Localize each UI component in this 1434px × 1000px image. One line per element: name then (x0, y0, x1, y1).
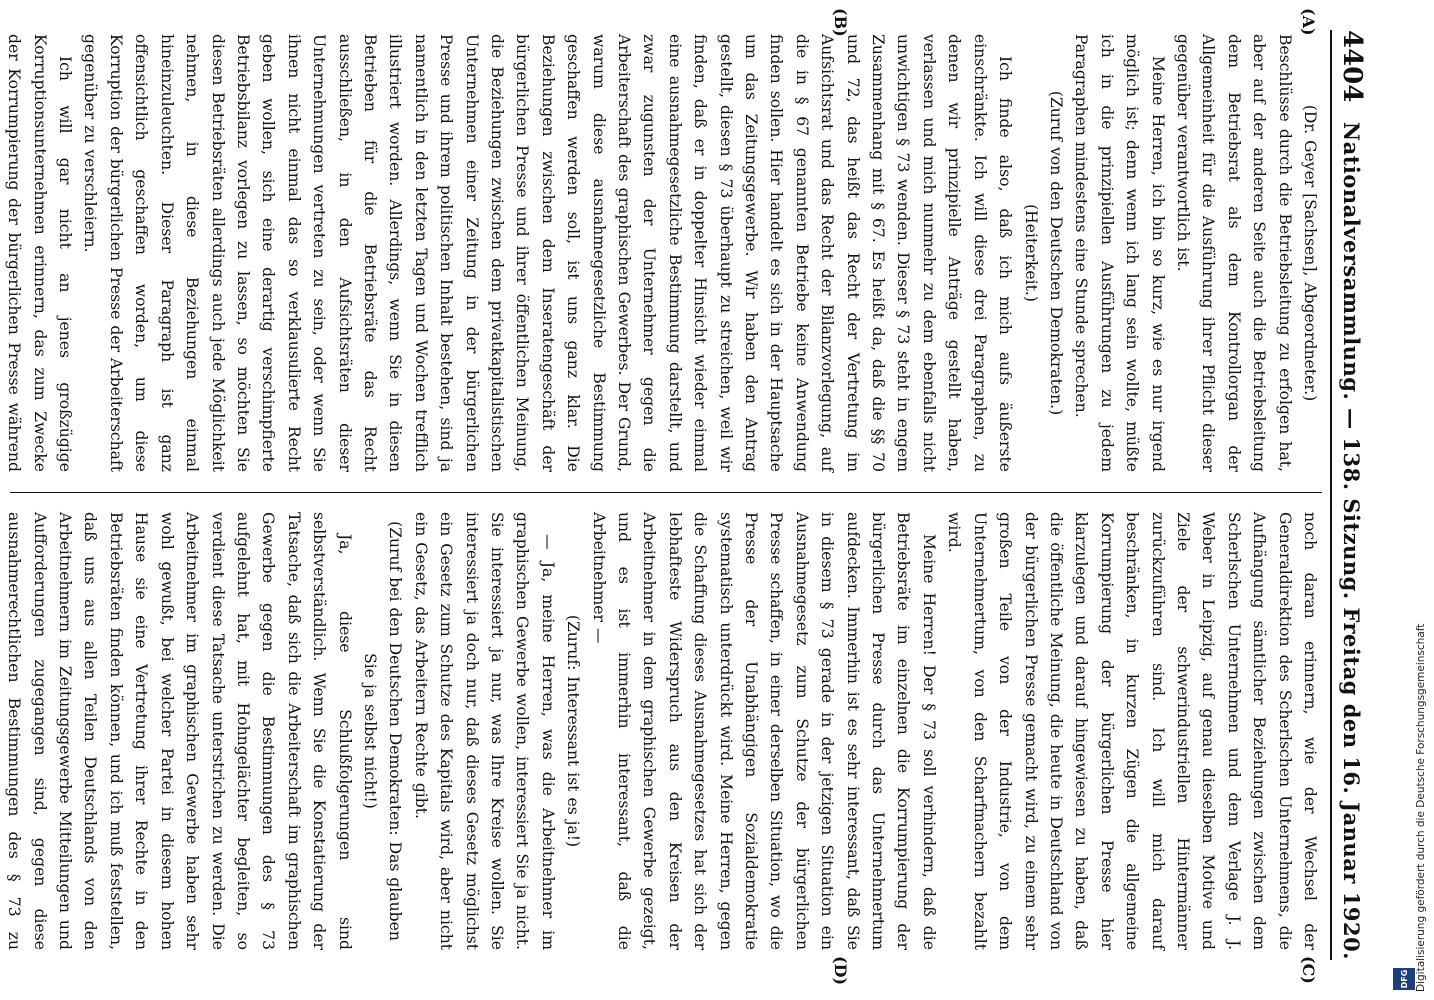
paragraph: noch daran erinnern, wie der Wechsel der Generaldirektion des Scherlschen Unternehmens, die Aufhängung sämtlicher Beziehungen zwischen dem Scherlschen Unternehmen und dem Verlage J. J. Weber in Leipzig, auf genau dieselben Motive und Ziele der schwerindustriellen Hintermänner zurückzuführen sind. Ich will mich darauf beschränken, in kurzen Zügen die allgemeine Korrumpierung der bürgerlichen Presse hier klarzulegen und darauf hingewiesen zu haben, daß die öffentliche Meinung, die heute in Deutschland von der bürgerlichen Presse gemacht wird, zu einem sehr großen Teile von der Industrie, von dem Unternehmertum, von den Scharfmachern bezahlt wird. (945, 512, 1319, 950)
margin-marker-d: (D) (831, 956, 850, 986)
interjection: (Heiterkeit.) (1021, 204, 1040, 302)
margin-marker-a: (A) (1299, 8, 1318, 36)
right-column (5, 512, 1322, 950)
interjection: (Zuruf von den Deutschen Demokraten.) (1046, 90, 1065, 416)
paragraph: Meine Herren! Der § 73 soll verhindern, daß die Betriebsräte im einzelnen die Korrumpierung der bürgerlichen Presse durch das Unternehmertum aufdecken. Immerhin ist es sehr interessant, daß Sie in diesem § 73 gerade in der jetzigen Situation ein Ausnahmegesetz zum Schutze der bürgerlichen Presse schaffen, in einer derselben Situation, wo die Presse der Unabhängigen Sozialdemokratie systematisch unterdrückt wird. Meine Herren, gegen die Schaffung dieses Ausnahmegesetzes hat sich der lebhafteste Widerspruch aus den Kreisen der Arbeitnehmer in dem graphischen Gewerbe gezeigt, und es ist immerhin interessant, daß die Arbeitnehmer — (589, 512, 938, 950)
paragraph: Ich finde also, daß ich mich aufs äußerste einschränkte. Ich will diese drei Paragraphen, zu denen wir prinzipielle Anträge gestellt haben, verlassen und mich nunmehr zu dem ebenfalls nicht unwichtigen § 73 wenden. Dieser § 73 steht in engem Zusammenhang mit § 67. Es heißt da, daß die §§ 70 und 72, das heißt das Recht der Vertretung im Aufsichtsrat und das Recht der Bilanzvorlegung, auf die in § 67 genannten Betriebe keine Anwendung finden sollen. Hier handelt es sich in der Hauptsache um das Zeitungsgewerbe. Wir haben den Antrag gestellt, diesen § 73 überhaupt zu streichen, weil wir finden, daß er in doppelter Hinsicht wieder einmal eine ausnahmegesetzliche Bestimmung darstellt, und zwar zugunsten der Unternehmer gegen die Arbeiterschaft des graphischen Gewerbes. Der Grund, warum diese ausnahmegesetzliche Bestimmung geschaffen werden soll, ist uns ganz klar. Die Beziehungen zwischen dem Inseratengeschäft der bürgerlichen Presse und ihrer öffentlichen Meinung, die Beziehungen zwischen dem privatkapitalistischen Unternehmen einer Zeitung in der bürgerlichen Presse und ihrem politischen Inhalt bestehen, sind ja namentlich in den letzten Tagen und Wochen trefflich illustriert worden. Allerdings, wenn Sie in diesen Betrieben für die Betriebsräte das Recht ausschließen, in den Aufsichtsräten dieser Unternehmungen vertreten zu sein, oder wenn Sie ihnen nicht einmal das so verklausulierte Recht geben wollen, sich eine derartig verschimpfierte Betriebsbilanz vorlegen zu lassen, so möchten Sie diesen Betriebsräten allerdings auch jede Möglichkeit nehmen, in diese Beziehungen einmal hineinzuleuchten. Dieser Paragraph ist ganz offensichtlich geschaffen worden, um diese Korruption der bürgerlichen Presse der Arbeiterschaft gegenüber zu verschleiern. (81, 34, 1015, 472)
left-column (5, 34, 1322, 472)
margin-marker-b: (B) (831, 8, 850, 37)
paragraph: Ja, diese Schlußfolgerungen sind selbstverständlich. Wenn Sie die Konstatierung der Tatsache, daß sich die Arbeiterschaft im graphischen Gewerbe gegen die Bestimmungen des § 73 aufgelehnt hat, mit Hohngelächter begleiten, so verdient diese Tatsache unterstrichen zu werden. Die Arbeitnehmer im graphischen Gewerbe haben sehr wohl gewußt, bei welcher Partei in diesem hohen Hause sie eine Vertretung ihrer Rechte in den Betriebsräten finden können, und ich muß feststellen, daß uns aus allen Teilen Deutschlands von den Arbeitnehmern im Zeitungsgewerbe Mitteilungen und Aufforderungen zugegangen sind, gegen diese ausnahmerechtlichen Bestimmungen des § 73 zu (5, 512, 354, 950)
funding-note (1387, 0, 1427, 1000)
funding-note-text: Digitalisierung gefördert durch die Deutsche Forschungsgemeinschaft (1415, 623, 1427, 992)
paragraph: Ich will gar nicht an jenes großzügige Korruptionsunternehmen erinnern, das zum Zwecke der Korrumpierung der bürgerlichen Presse während (5, 34, 75, 472)
dfg-logo-icon: DFG (1393, 968, 1415, 990)
running-head: Nationalversammlung. — 138. Sitzung. Freitag den 16. Januar 1920. (1339, 121, 1365, 960)
interjection: (Zuruf bei den Deutschen Demokraten: Das glauben Sie ja selbst nicht!) (360, 521, 405, 941)
paragraph: — Ja, meine Herren, was die Arbeitnehmer im graphischen Gewerbe wollen, interessiert Sie ja nicht. Sie interessiert ja nur, was Ihre Kreise wollen. Sie interessiert ja doch nur, daß dieses Gesetz möglichst ein Gesetz zum Schutze des Kapitals wird, aber nicht ein Gesetz, das Arbeitern Rechte gibt. (411, 512, 557, 950)
margin-marker-c: (C) (1299, 956, 1318, 984)
page-header (1330, 30, 1372, 960)
paragraph: Meine Herren, ich bin so kurz, wie es nur irgend möglich ist; denn wenn ich lang sein wollte, müßte ich in die prinzipiellen Ausführungen zu jedem Paragraphen mindestens eine Stunde sprechen. (1072, 34, 1167, 472)
column-divider (10, 492, 1322, 493)
speaker-attribution: (Dr. Geyer [Sachsen], Abgeordneter.) (1301, 104, 1319, 402)
page-number: 4404 (1337, 30, 1367, 103)
interjection: (Zuruf: Interessant ist es ja!) (564, 614, 583, 848)
paragraph: Beschlüsse durch die Betriebsleitung zu erfolgen hat, aber auf der anderen Seite auch die Betriebsleitung dem Betriebsrat als dem Kontrollorgan der Allgemeinheit für die Ausführung ihrer Pflicht dieser gegenüber verantwortlich ist. (1173, 34, 1294, 472)
